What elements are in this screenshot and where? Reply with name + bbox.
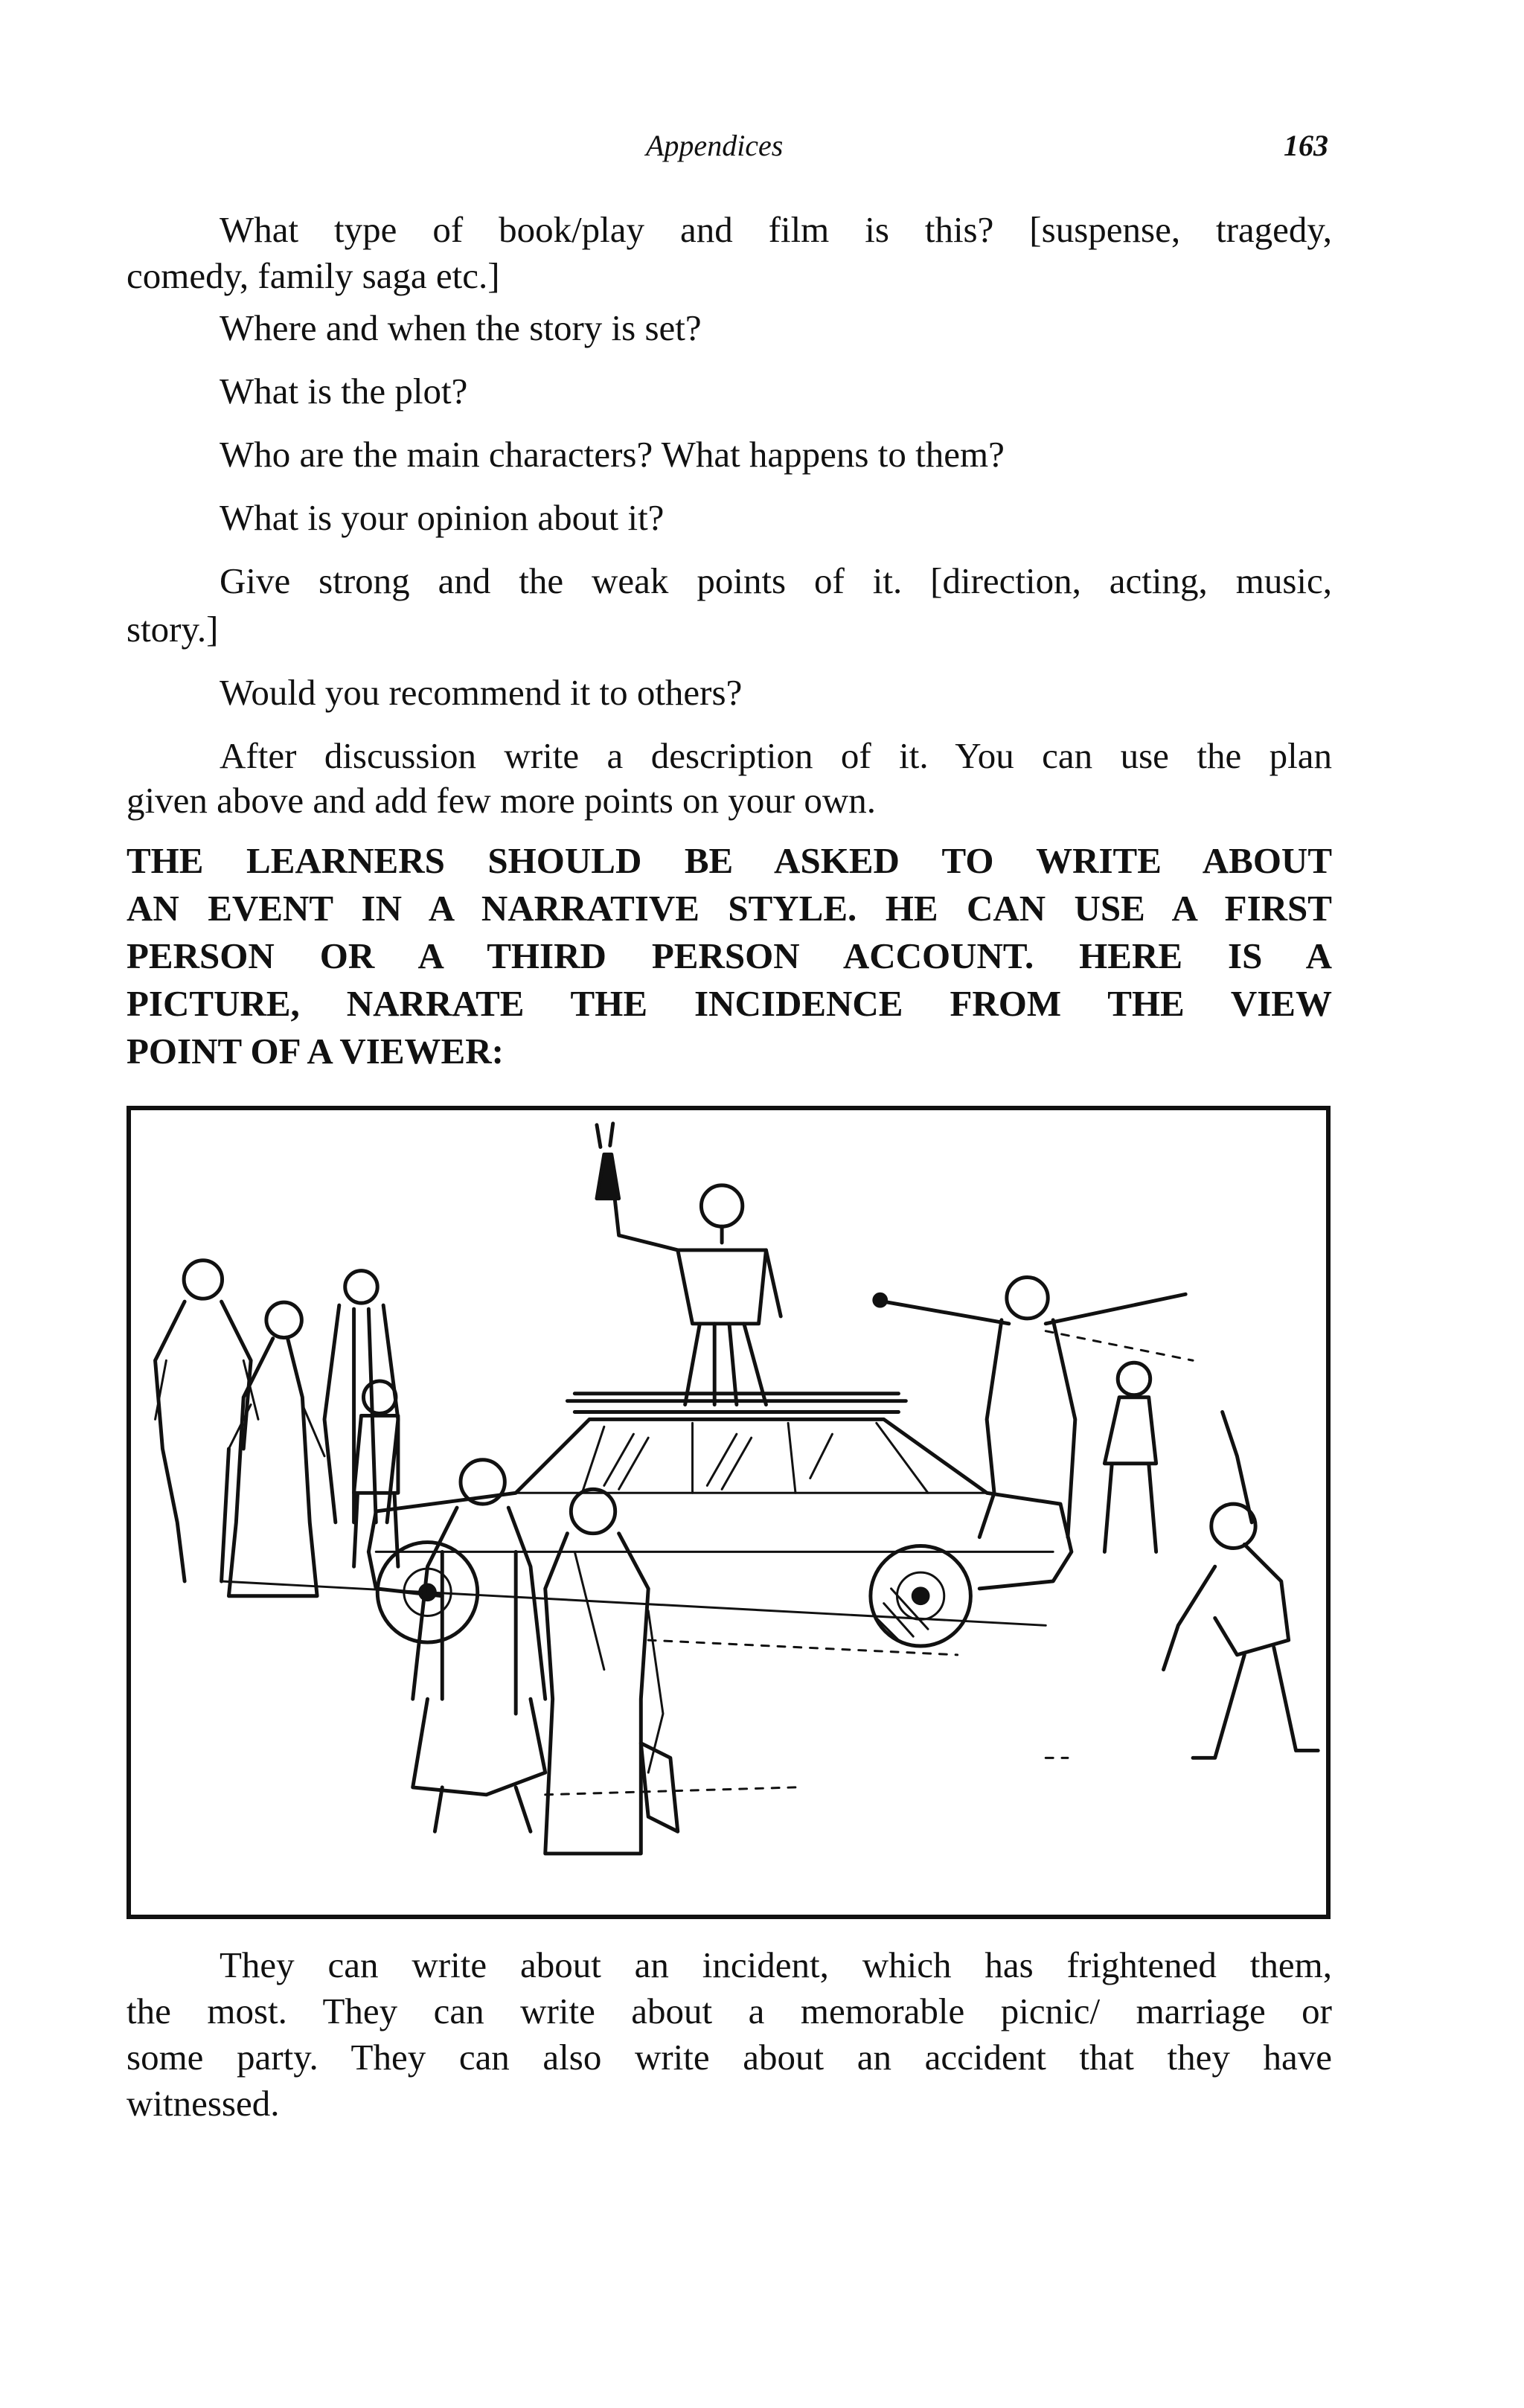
instruction-line-3: PERSON OR A THIRD PERSON ACCOUNT. HERE IS A bbox=[127, 935, 1332, 976]
running-head: Appendices bbox=[646, 129, 784, 162]
illustration-frame bbox=[127, 1106, 1331, 1919]
closing-line-4: witnessed. bbox=[127, 2083, 280, 2124]
question-recommend: Would you recommend it to others? bbox=[220, 672, 743, 713]
question-opinion: What is your opinion about it? bbox=[220, 497, 665, 538]
instruction-line-2: AN EVENT IN A NARRATIVE STYLE. HE CAN USE A FIRST bbox=[127, 888, 1332, 929]
standing-man-drawing bbox=[597, 1124, 781, 1405]
old-man-drawing bbox=[413, 1460, 545, 1831]
question-points: Give strong and the weak points of it. [direction, acting, music, bbox=[220, 560, 1332, 601]
question-characters: Who are the main characters? What happens to them? bbox=[220, 434, 1005, 475]
discussion-text: After discussion write a description of it. You can use the plan bbox=[220, 735, 1332, 776]
page-header bbox=[0, 128, 1524, 173]
discussion-text-cont: given above and add few more points on your own. bbox=[127, 780, 876, 821]
question-plot: What is the plot? bbox=[220, 371, 468, 412]
page-number: 163 bbox=[1284, 129, 1328, 162]
question-setting: Where and when the story is set? bbox=[220, 307, 702, 348]
closing-line-2: the most. They can write about a memorable picnic/ marriage or bbox=[127, 1991, 1332, 2031]
left-group-drawing bbox=[156, 1261, 398, 1596]
instruction-line-1: THE LEARNERS SHOULD BE ASKED TO WRITE ABOUT bbox=[127, 840, 1332, 881]
instruction-line-4: PICTURE, NARRATE THE INCIDENCE FROM THE VIEW bbox=[127, 983, 1332, 1024]
street-scene-illustration bbox=[131, 1110, 1326, 1915]
running-child-drawing bbox=[1164, 1412, 1319, 1758]
instruction-line-5: POINT OF A VIEWER: bbox=[127, 1031, 504, 1072]
question-type-cont: comedy, family saga etc.] bbox=[127, 255, 500, 296]
woman-sari-drawing bbox=[545, 1489, 678, 1854]
pointing-woman-drawing bbox=[874, 1278, 1193, 1552]
closing-line-1: They can write about an incident, which has frightened them, bbox=[220, 1944, 1332, 1985]
question-type: What type of book/play and film is this? [suspense, tragedy, bbox=[220, 209, 1332, 250]
closing-line-3: some party. They can also write about an accident that they have bbox=[127, 2037, 1332, 2078]
question-points-cont: story.] bbox=[127, 609, 219, 650]
